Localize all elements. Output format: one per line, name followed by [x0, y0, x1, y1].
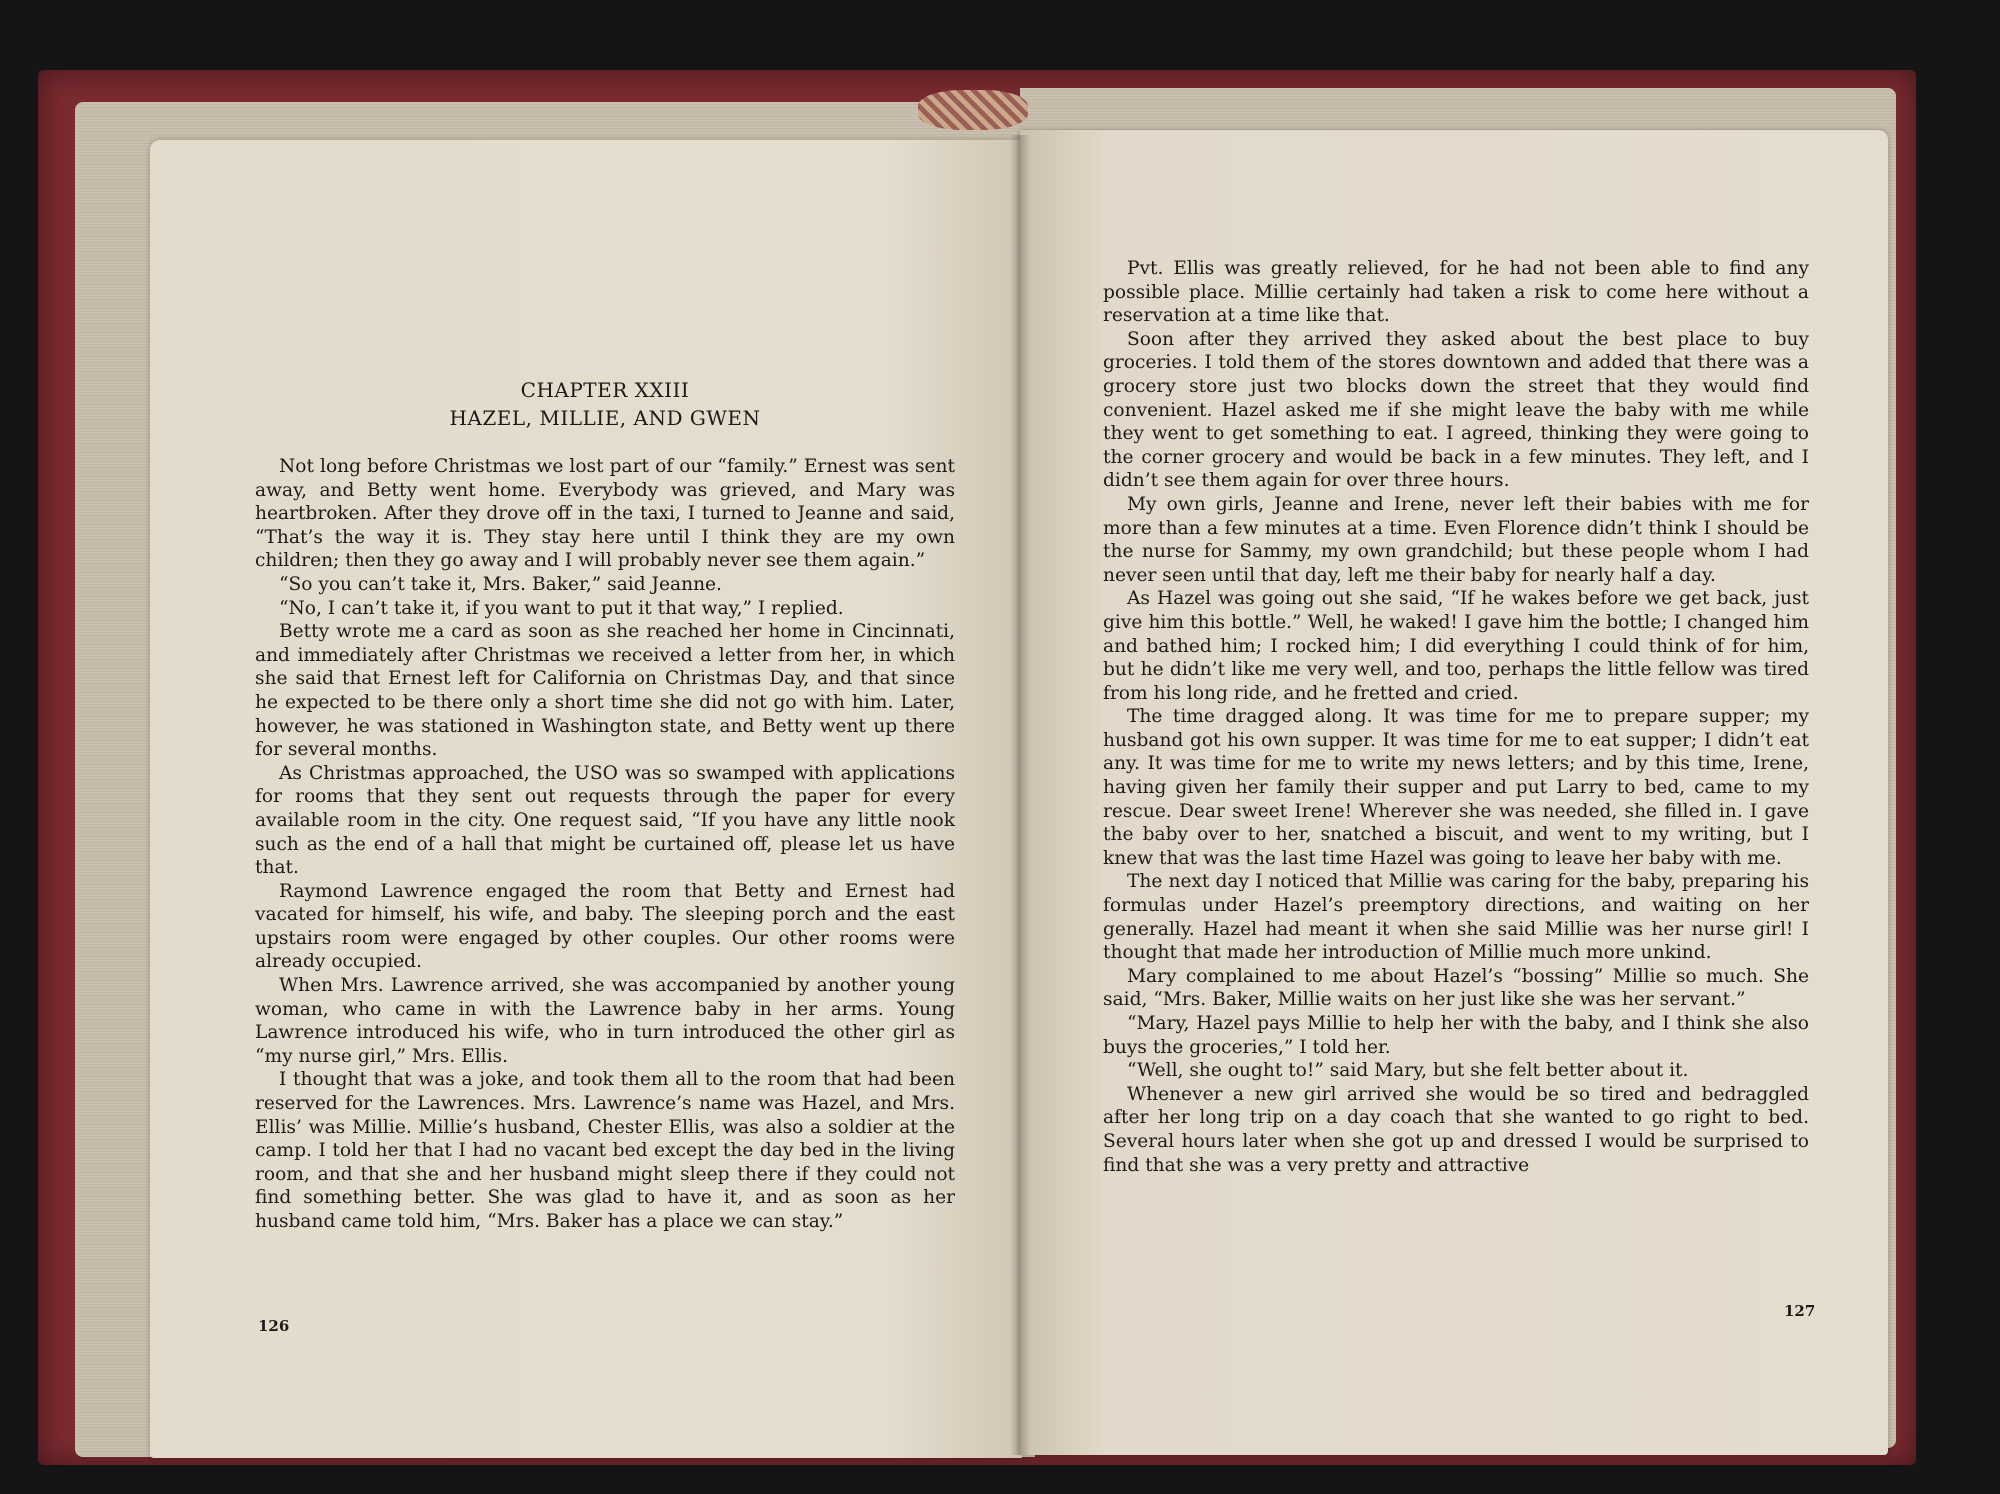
- paragraph: Mary complained to me about Hazel’s “bossing” Millie so much. She said, “Mrs. Baker, Millie waits on her just like she was her servant.”: [1103, 965, 1809, 1011]
- paragraph: “Mary, Hazel pays Millie to help her with the baby, and I think she also buys the groceries,” I told her.: [1103, 1013, 1809, 1058]
- page-number-left: 126: [258, 1317, 290, 1335]
- chapter-number: CHAPTER XXIII: [520, 378, 690, 402]
- paragraph: Not long before Christmas we lost part of our “family.” Ernest was sent away, and Betty went home. Everybody was grieved, and Mary was heartbroken. After they drove off in the taxi, I turned to Jeanne and said, “That’s the way it is. They stay here until I think they are my own children; then they go away and I will probably never see them again.”: [255, 456, 955, 572]
- headband: [918, 90, 1028, 130]
- paragraph: “Well, she ought to!” said Mary, but she felt better about it.: [1127, 1060, 1689, 1082]
- chapter-title: HAZEL, MILLIE, AND GWEN: [449, 406, 761, 430]
- paragraph: As Christmas approached, the USO was so swamped with applications for rooms that they sent out requests through the paper for every available room in the city. One request said, “If you have any little nook such as the end of a hall that might be curtained off, please let us have that.: [255, 762, 955, 879]
- paragraph: “No, I can’t take it, if you want to put it that way,” I replied.: [279, 597, 844, 619]
- paragraph: My own girls, Jeanne and Irene, never left their babies with me for more than a few minutes at a time. Even Florence didn’t think I should be the nurse for Sammy, my own grandchild; but these people whom I had never seen until that day, left me their baby for nearly half a day.: [1103, 493, 1809, 586]
- paragraph: “So you can’t take it, Mrs. Baker,” said Jeanne.: [279, 573, 722, 595]
- paragraph: The next day I noticed that Millie was caring for the baby, preparing his formulas under Hazel’s preemptory directions, and waiting on her generally. Hazel had meant it when she said Millie was her nurse girl! I thought that made her introduction of Millie much more unkind.: [1103, 871, 1809, 964]
- paragraph: Raymond Lawrence engaged the room that Betty and Ernest had vacated for himself, his wife, and baby. The sleeping porch and the east upstairs room were engaged by other couples. Our other rooms were already occupied.: [255, 880, 955, 973]
- paragraph: I thought that was a joke, and took them all to the room that had been reserved for the Lawrences. Mrs. Lawrence’s name was Hazel, and Mrs. Ellis’ was Millie. Millie’s husband, Chester Ellis, was also a soldier at the camp. I told her that I had no vacant bed except the day bed in the living room, and that she and her husband might sleep there if they could not find something better. She was glad to have it, and as soon as her husband came told him, “Mrs. Baker has a place we can stay.”: [255, 1069, 955, 1232]
- paragraph: When Mrs. Lawrence arrived, she was accompanied by another young woman, who came in with the Lawrence baby in her arms. Young Lawrence introduced his wife, who in turn introduced the other girl as “my nurse girl,” Mrs. Ellis.: [255, 975, 955, 1067]
- paragraph: Betty wrote me a card as soon as she reached her home in Cincinnati, and immediately after Christmas we received a letter from her, in which she said that Ernest left for California on Christmas Day, and that since he expected to be there only a short time she did not go with him. Later, however, he was stationed in Washington state, and Betty went up there for several months.: [255, 621, 955, 761]
- paragraph: The time dragged along. It was time for me to prepare supper; my husband got his own supper. It was time for me to eat supper; I didn’t eat any. It was time for me to write my news letters; and by this time, Irene, having given her family their supper and put Larry to bed, came to my rescue. Dear sweet Irene! Wherever she was needed, she filled in. I gave the baby over to her, snatched a biscuit, and went to my writing, but I knew that was the last time Hazel was going to leave her baby with me.: [1103, 706, 1809, 869]
- gutter-crease: [1010, 135, 1030, 1455]
- paragraph: Pvt. Ellis was greatly relieved, for he had not been able to find any possible place. Millie certainly had taken a risk to come here without a reservation at a time like that.: [1103, 258, 1809, 327]
- right-page-text: [1103, 257, 1809, 1177]
- paragraph: Whenever a new girl arrived she would be so tired and bedraggled after her long trip on a day coach that she wanted to go right to bed. Several hours later when she got up and dressed I would be surprised to find that she was a very pretty and attractive: [1103, 1083, 1809, 1176]
- paragraph: As Hazel was going out she said, “If he wakes before we get back, just give him this bottle.” Well, he waked! I gave him the bottle; I changed him and bathed him; I rocked him; I did everything I could think of for him, but he didn’t like me very well, and too, perhaps the little fellow was tired from his long ride, and he fretted and cried.: [1103, 588, 1809, 704]
- left-page-text: [255, 455, 955, 1234]
- paragraph: Soon after they arrived they asked about the best place to buy groceries. I told them of the stores downtown and added that there was a grocery store just two blocks down the street that they would find convenient. Hazel asked me if she might leave the baby with me while they went to get something to eat. I agreed, thinking they were going to the corner grocery and would be back in a few minutes. They left, and I didn’t see them again for over three hours.: [1103, 328, 1809, 492]
- page-number-right: 127: [1784, 1302, 1816, 1320]
